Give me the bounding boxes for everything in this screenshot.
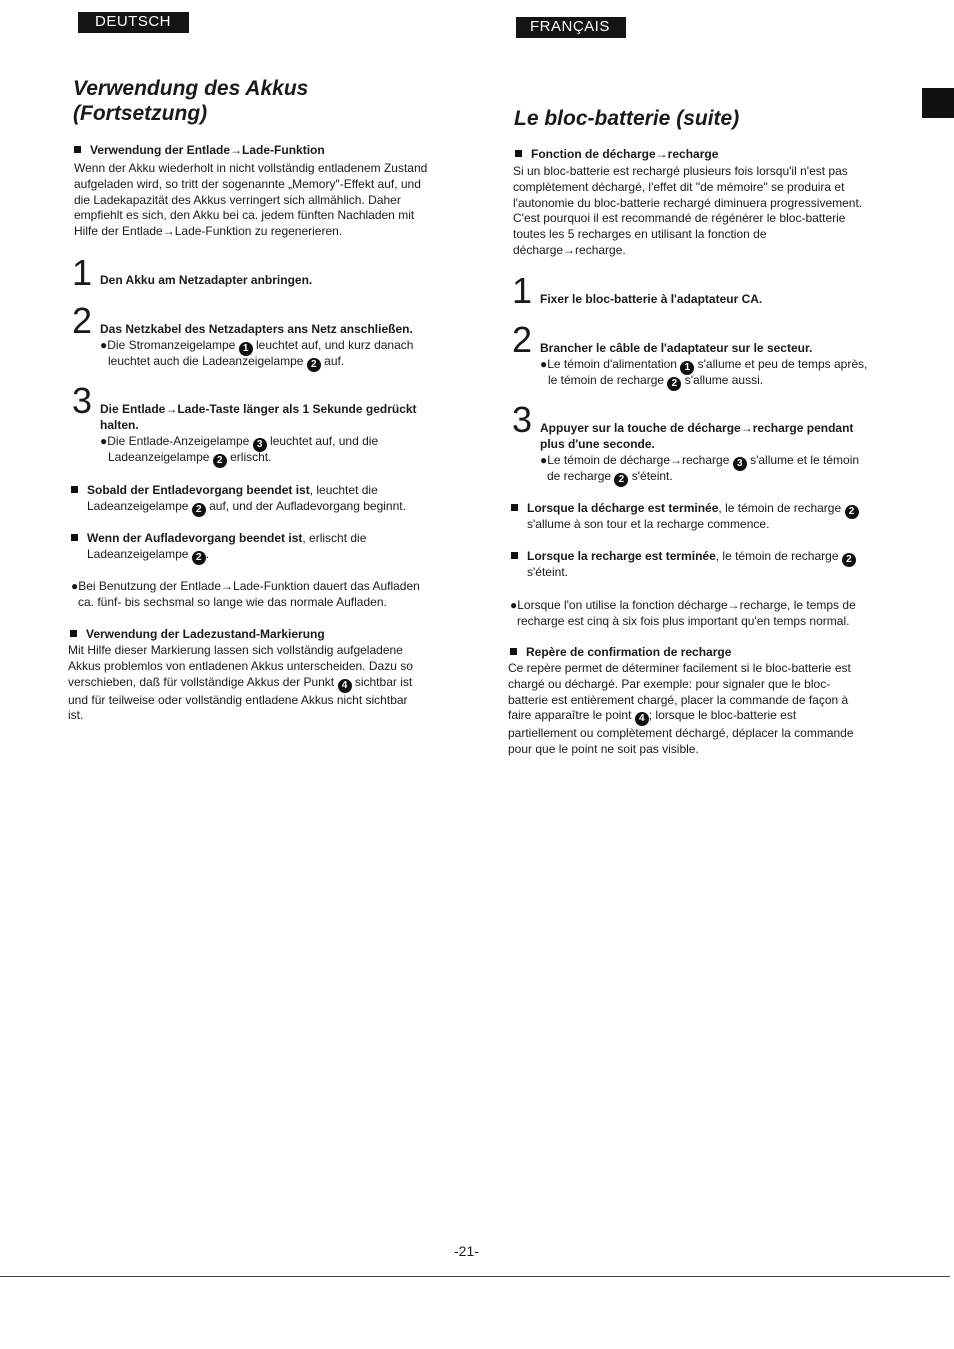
step-2-bullet-cont-fr: le témoin de recharge 2 s'allume aussi. [548,373,764,389]
section-heading-discharge-de: Verwendung der Entlade→Lade-Funktion [74,142,325,158]
indicator-number-icon: 1 [239,342,253,356]
indicator-number-icon: 2 [667,377,681,391]
page-title-de [73,76,308,126]
square-bullet-icon [515,150,522,157]
step-number-3-de: 3 [72,380,93,421]
section-body-discharge-fr: Si un bloc-batterie est rechargé plusieurs fois lorsqu'il n'est pas complètement déchargé, l'effet dit "de mémoire" se produira et l'autonomie du bloc-batterie rechargé diminuera progressivement. C'est pourquoi il est recommandé de régénérer le bloc-batterie toutes les 5 recharges en utilisant la fonction de décharge→recharge. [513,164,863,257]
square-bullet-icon [511,552,518,559]
section-heading-discharge-fr: Fonction de décharge→recharge [515,146,718,162]
section-heading-marker-fr: Repère de confirmation de recharge [510,644,731,660]
square-bullet-icon [511,504,518,511]
indicator-number-icon: 2 [614,473,628,487]
step-3-bullet-cont-fr: de recharge 2 s'éteint. [547,469,673,485]
indicator-number-icon: 4 [338,679,352,693]
step-number-3-fr: 3 [512,399,533,440]
step-number-2-fr: 2 [512,319,533,360]
square-bullet-icon [71,534,78,541]
step-3-bullet-cont-de: Ladeanzeigelampe 2 erlischt. [108,450,272,466]
note-discharge-done-cont-fr: s'allume à son tour et la recharge commence. [527,517,770,531]
indicator-number-icon: 2 [192,551,206,565]
step-heading-1-de: Den Akku am Netzadapter anbringen. [100,273,313,287]
indicator-number-icon: 3 [253,438,267,452]
indicator-number-icon: 2 [842,553,856,567]
step-heading-3-fr: Appuyer sur la touche de décharge→recharge pendant plus d'une seconde. [540,421,854,451]
note-discharge-done-fr: Lorsque la décharge est terminée, le témoin de recharge 2 [511,500,859,519]
note-discharge-done-de: Sobald der Entladevorgang beendet ist, leuchtet die [71,482,378,498]
page-edge-tab-mark [922,88,954,118]
section-body-marker-de: Mit Hilfe dieser Markierung lassen sich vollständig aufgeladene Akkus problemlos von entladenen Akkus unterscheiden. Dazu so verschieben, daß für vollständige Akkus der Punkt 4 sichtbar ist und für teilweise oder vollständig entladene Akkus nicht sichtbar ist. [68,643,413,723]
step-heading-2-de: Das Netzkabel des Netzadapters ans Netz anschließen. [100,322,413,336]
square-bullet-icon [70,630,77,637]
section-heading-marker-de: Verwendung der Ladezustand-Markierung [70,626,325,642]
language-tag-deutsch: DEUTSCH [78,12,189,33]
indicator-number-icon: 4 [635,712,649,726]
step-2-bullet-fr: ●Le témoin d'alimentation 1 s'allume et peu de temps après, [540,357,868,373]
step-number-2-de: 2 [72,300,93,341]
step-2-bullet-de: ●Die Stromanzeigelampe 1 leuchtet auf, und kurz danach [100,338,414,354]
tip-charging-time-fr: ●Lorsque l'on utilise la fonction décharge→recharge, le temps de recharge est cinq à six fois plus important qu'en temps normal. [510,598,856,628]
step-number-1-de: 1 [72,252,93,293]
step-3-bullet-fr: ●Le témoin de décharge→recharge 3 s'allume et le témoin [540,453,860,469]
indicator-number-icon: 1 [680,361,694,375]
square-bullet-icon [510,648,517,655]
indicator-number-icon: 2 [845,505,859,519]
indicator-number-icon: 2 [192,503,206,517]
page-number: -21- [454,1243,479,1259]
title-line-1: Verwendung des Akkus [73,77,309,100]
step-heading-1-fr: Fixer le bloc-batterie à l'adaptateur CA. [540,292,763,306]
note-charge-done-cont-fr: s'éteint. [527,565,568,579]
step-heading-2-fr: Brancher le câble de l'adaptateur sur le secteur. [540,341,813,355]
step-3-bullet-de: ●Die Entlade-Anzeigelampe 3 leuchtet auf, und die [100,434,379,450]
section-body-marker-fr: Ce repère permet de déterminer facilement si le bloc-batterie est chargé ou déchargé. Par exemple: pour signaler que le bloc- batterie est entièrement chargé, placer la commande de façon à faire apparaître le point 4 ; lorsque le bloc-batterie est partiellement ou complètement déchargé, déplacer la commande pour que le point ne soit pas visible. [508,661,854,757]
note-charge-done-de: Wenn der Aufladevorgang beendet ist, erlischt die [71,530,366,546]
indicator-number-icon: 2 [307,358,321,372]
footer-rule [0,1276,950,1277]
step-2-bullet-cont-de: leuchtet auch die Ladeanzeigelampe 2 auf. [108,354,345,370]
step-number-1-fr: 1 [512,270,533,311]
section-body-discharge-de: Wenn der Akku wiederholt in nicht vollständig entladenem Zustand aufgeladen wird, so tritt der sogenannte „Memory"-Effekt auf, und die Ladekapazität des Akkus verringert sich allmählich. Daher empfiehlt es sich, den Akku bei ca. jedem fünften Nachladen mit Hilfe der Entlade→Lade-Funktion zu regenerieren. [74,161,428,239]
title-line-2: (Fortsetzung) [73,102,208,125]
square-bullet-icon [71,486,78,493]
note-charge-done-fr: Lorsque la recharge est terminée, le témoin de recharge 2 [511,548,856,567]
square-bullet-icon [74,146,81,153]
note-charge-done-cont-de: Ladeanzeigelampe 2 . [87,547,210,563]
tip-charging-time-de: ●Bei Benutzung der Entlade→Lade-Funktion dauert das Aufladen ca. fünf- bis sechsmal so lange wie das normale Aufladen. [71,579,420,609]
step-heading-3-de: Die Entlade→Lade-Taste länger als 1 Sekunde gedrückt halten. [100,402,417,432]
language-tag-francais: FRANÇAIS [516,17,626,38]
indicator-number-icon: 2 [213,454,227,468]
indicator-number-icon: 3 [733,457,747,471]
page-title-fr: Le bloc-batterie (suite) [514,107,740,130]
note-discharge-done-cont-de: Ladeanzeigelampe 2 auf, und der Aufladevorgang beginnt. [87,499,406,515]
